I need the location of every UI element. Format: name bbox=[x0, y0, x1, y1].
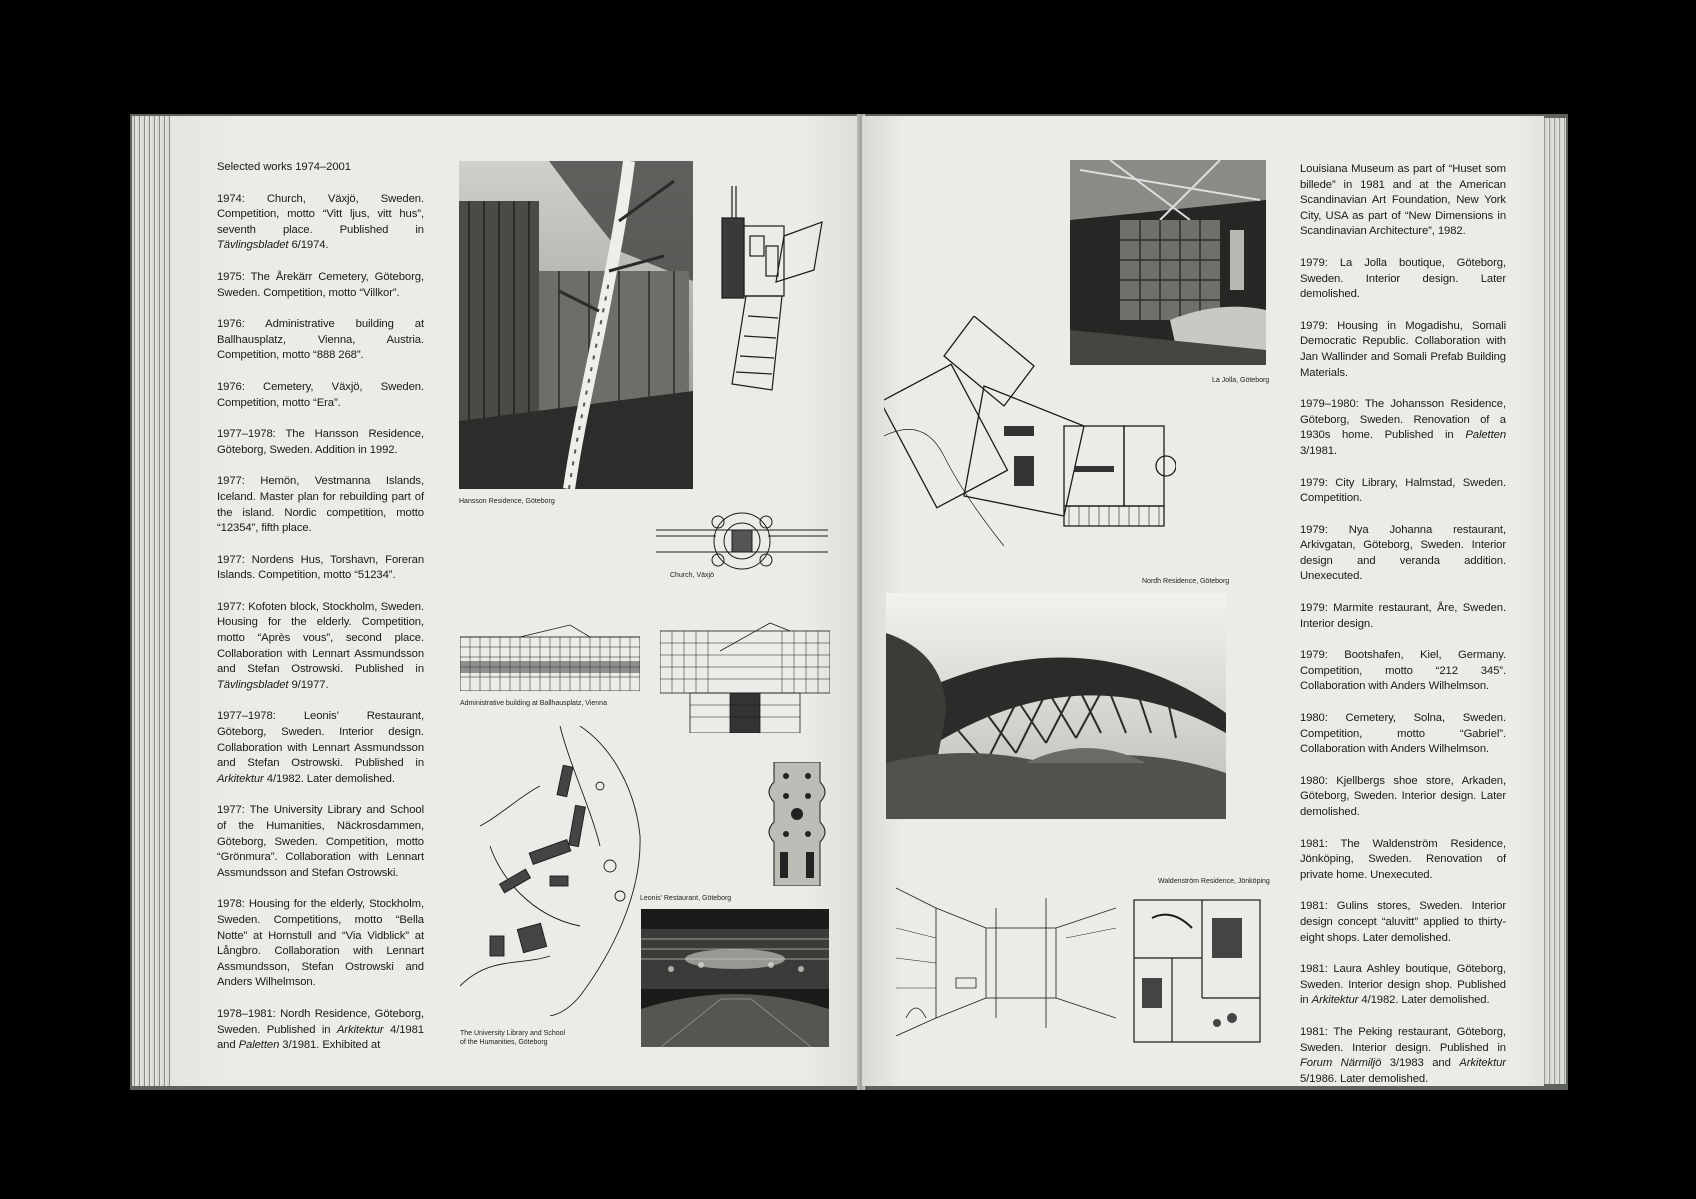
entry-text: 1979: Marmite restaurant, Åre, Sweden. Interior design. bbox=[1300, 602, 1506, 630]
publication-title: Paletten bbox=[238, 1039, 280, 1052]
works-entry bbox=[1300, 1025, 1506, 1086]
entry-text: 1977: Nordens Hus, Torshavn, Foreran Islands. Competition, motto “51234”. bbox=[217, 553, 424, 582]
entry-text: 3/1981. Exhibited at bbox=[279, 1039, 381, 1052]
university-site-plan bbox=[460, 726, 650, 1016]
entry-text: 1980: Cemetery, Solna, Sweden. Competition, motto “Gabriel”. Collaboration with Anders Wilhelmson. bbox=[1300, 712, 1506, 756]
works-entry bbox=[1300, 774, 1506, 821]
works-entry bbox=[1300, 397, 1506, 459]
entry-text: 1979: Housing in Mogadishu, Somali Democratic Republic. Collaboration with Jan Wallinder and Somali Prefab Building Materials. bbox=[1300, 319, 1506, 379]
entry-text: 1975: The Årekärr Cemetery, Göteborg, Sweden. Competition, motto “Villkor”. bbox=[217, 270, 424, 299]
works-entry bbox=[1300, 711, 1506, 758]
entry-text: 1978: Housing for the elderly, Stockholm, Sweden. Competitions, motto “Bella Notte” at Hornstull and “Via Vidblick” at Långbro. Collaboration with Lennart Assmundsson, Stefan Ostrowski and Anders Wilhelmson. bbox=[217, 898, 424, 989]
left-page bbox=[170, 116, 860, 1086]
right-page bbox=[862, 116, 1544, 1086]
entry-text: 3/1981. bbox=[1300, 444, 1337, 457]
entry-text: 1979–1980: The Johansson Residence, Göteborg, Sweden. Renovation of a 1930s home. Published in bbox=[1300, 398, 1506, 442]
entry-text: 1980: Kjellbergs shoe store, Arkaden, Göteborg, Sweden. Interior design. Later demolished. bbox=[1300, 774, 1506, 818]
entry-text: 1981: Laura Ashley boutique, Göteborg, Sweden. Interior design shop. Published in bbox=[1300, 963, 1506, 1007]
works-entry bbox=[217, 600, 424, 694]
works-entry bbox=[1300, 476, 1506, 507]
entry-text: 6/1974. bbox=[288, 239, 329, 252]
hansson-plan-drawing bbox=[718, 186, 828, 396]
entry-text: 4/1982. Later demolished. bbox=[1358, 994, 1490, 1007]
section-heading: Selected works 1974–2001 bbox=[217, 161, 351, 173]
entry-text: 1981: The Peking restaurant, Göteborg, Sweden. Interior design. Published in bbox=[1300, 1025, 1506, 1054]
publication-title: Forum Närmiljö bbox=[1300, 1057, 1382, 1070]
publication-title: Arkitektur bbox=[217, 772, 264, 785]
entry-text: 1977: Hemön, Vestmanna Islands, Iceland. Master plan for rebuilding part of the island. Nordic competition, motto “12354”, fifth place. bbox=[217, 475, 424, 535]
works-entry bbox=[1300, 648, 1506, 695]
ballhausplatz-elevation-left bbox=[460, 621, 640, 691]
hansson-residence-photo bbox=[459, 161, 693, 489]
entry-text: 1976: Administrative building at Ballhausplatz, Vienna, Austria. Competition, motto “888 268”. bbox=[217, 318, 424, 362]
leonis-restaurant-photo bbox=[641, 909, 829, 1047]
caption-university-2: of the Humanities, Göteborg bbox=[460, 1039, 548, 1046]
works-entry bbox=[217, 427, 424, 458]
publication-title: Tävlingsbladet bbox=[217, 239, 289, 252]
caption-church: Church, Växjö bbox=[670, 572, 714, 579]
works-entry bbox=[217, 317, 424, 364]
works-entry bbox=[217, 192, 424, 254]
works-entry bbox=[217, 1007, 424, 1054]
caption-leonis: Leonis’ Restaurant, Göteborg bbox=[640, 895, 732, 902]
entry-text: Louisiana Museum as part of “Huset som billede” in 1981 and at the American Scandinavian Art Foundation, New York City, USA as part of “New Dimensions in Scandinavian Architecture”, 1982. bbox=[1300, 163, 1506, 238]
works-entry bbox=[217, 803, 424, 881]
entry-text: 4/1982. Later demolished. bbox=[263, 772, 395, 785]
entry-text: 1974: Church, Växjö, Sweden. Competition, motto “Vitt ljus, vitt hus”, seventh place. Published in bbox=[217, 192, 424, 236]
entry-text: 1979: Nya Johanna restaurant, Arkivgatan, Göteborg, Sweden. Interior design and veranda addition. Unexecuted. bbox=[1300, 523, 1506, 583]
entry-text: 5/1986. Later demolished. bbox=[1300, 1072, 1429, 1085]
works-entry bbox=[217, 380, 424, 411]
entry-text: 4/1981 and bbox=[217, 1023, 424, 1052]
waldenstrom-perspective-sketch bbox=[896, 868, 1116, 1036]
publication-title: Arkitektur bbox=[1311, 994, 1359, 1007]
works-entry bbox=[217, 553, 424, 584]
works-entry bbox=[1300, 837, 1506, 884]
entry-text: 1979: La Jolla boutique, Göteborg, Sweden. Interior design. Later demolished. bbox=[1300, 256, 1506, 301]
publication-title: Arkitektur bbox=[1459, 1057, 1506, 1070]
works-entry bbox=[1300, 962, 1506, 1009]
entry-text: 1979: Bootshafen, Kiel, Germany. Competition, motto “212 345”. Collaboration with Anders Wilhelmson. bbox=[1300, 649, 1506, 693]
works-entry bbox=[1300, 601, 1506, 632]
works-entry bbox=[1300, 899, 1506, 946]
entry-text: 1976: Cemetery, Växjö, Sweden. Competition, motto “Era”. bbox=[217, 380, 424, 409]
works-entry bbox=[1300, 523, 1506, 585]
entry-text: 9/1977. bbox=[288, 678, 329, 691]
entry-text: 1977: Kofoten block, Stockholm, Sweden. Housing for the elderly. Competition, motto “Après vous”, second place. Collaboration with Lennart Assmundsson and Stefan Ostrowski. Published in bbox=[217, 600, 424, 676]
caption-hansson: Hansson Residence, Göteborg bbox=[459, 498, 555, 505]
works-entry bbox=[1300, 162, 1506, 240]
caption-la-jolla: La Jolla, Göteborg bbox=[1212, 377, 1270, 384]
works-entry bbox=[217, 897, 424, 991]
works-entry bbox=[1300, 319, 1506, 381]
entry-text: 1981: The Waldenström Residence, Jönköping, Sweden. Renovation of private home. Unexecuted. bbox=[1300, 837, 1506, 881]
works-entry bbox=[217, 474, 424, 536]
entry-text: 1977: The University Library and School of the Humanities, Näckrosdammen, Göteborg, Sweden. Competition, motto “Grönmura”. Collaboration with Lennart Assmundsson and Stefan Ostrowski. bbox=[217, 804, 424, 879]
caption-waldenstrom: Waldenström Residence, Jönköping bbox=[1158, 878, 1270, 885]
works-entry bbox=[217, 270, 424, 301]
left-text-column bbox=[217, 160, 424, 1070]
caption-nordh: Nordh Residence, Göteborg bbox=[1142, 578, 1230, 585]
entry-text: 1978–1981: Nordh Residence, Göteborg, Sweden. Published in bbox=[217, 1007, 424, 1036]
caption-university-1: The University Library and School bbox=[460, 1030, 566, 1037]
nordh-residence-plan bbox=[884, 316, 1176, 552]
church-vaxjo-drawing bbox=[656, 508, 828, 574]
caption-ballhausplatz: Administrative building at Ballhausplatz, Vienna bbox=[460, 700, 607, 707]
works-entry bbox=[217, 709, 424, 787]
leonis-restaurant-plan bbox=[764, 762, 830, 886]
works-entry bbox=[1300, 256, 1506, 303]
nordh-residence-photo bbox=[886, 593, 1226, 819]
page-edges-left bbox=[132, 116, 172, 1086]
entry-text: 3/1983 and bbox=[1381, 1057, 1460, 1070]
right-text-column bbox=[1300, 162, 1506, 1086]
publication-title: Tävlingsbladet bbox=[217, 678, 289, 691]
waldenstrom-floor-plan bbox=[1132, 898, 1262, 1044]
ballhausplatz-elevation-right bbox=[660, 621, 830, 733]
publication-title: Arkitektur bbox=[336, 1023, 384, 1036]
entry-text: 1977–1978: Leonis’ Restaurant, Göteborg, Sweden. Interior design. Collaboration with Lennart Assmundsson and Stefan Ostrowski. Published in bbox=[217, 710, 424, 770]
publication-title: Paletten bbox=[1465, 429, 1506, 442]
entry-text: 1981: Gulins stores, Sweden. Interior design concept “aluvitt” applied to thirty-eight shops. Later demolished. bbox=[1300, 900, 1506, 944]
entry-text: 1979: City Library, Halmstad, Sweden. Competition. bbox=[1300, 476, 1506, 505]
page-edges-right bbox=[1542, 118, 1566, 1084]
entry-text: 1977–1978: The Hansson Residence, Göteborg, Sweden. Addition in 1992. bbox=[217, 428, 424, 456]
